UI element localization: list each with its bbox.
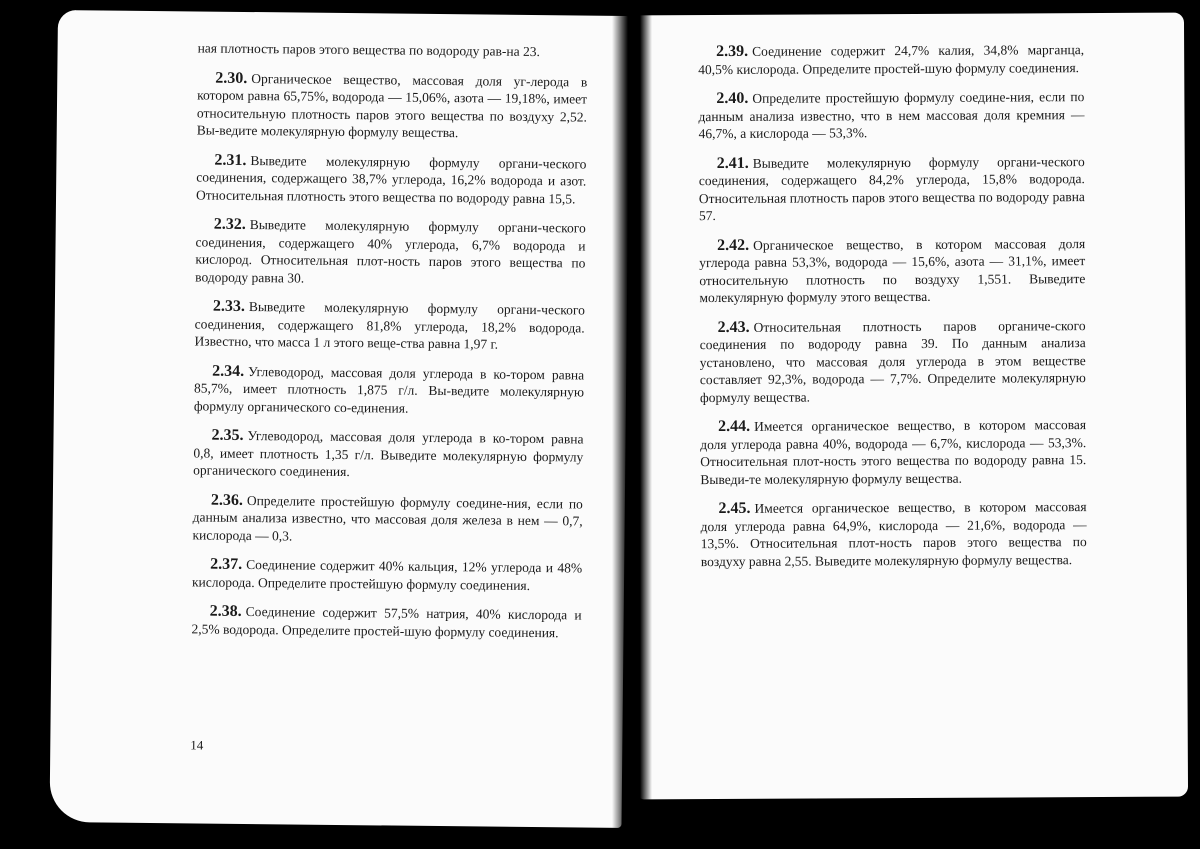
problem-number: 2.30. <box>215 69 248 87</box>
problem-2-30 <box>197 69 588 143</box>
problem-2-42 <box>699 235 1085 307</box>
problem-text: Соединение содержит 57,5% натрия, 40% кислорода и 2,5% водорода. Определите простей-шую формулу соединения. <box>191 603 582 640</box>
right-column <box>698 41 1087 582</box>
problem-number: 2.44. <box>718 417 751 436</box>
problem-text: Углеводород, массовая доля углерода в ко-тором равна 0,8, имеет плотность 1,35 г/л. Выведите молекулярную формулу органического соединения. <box>193 428 584 480</box>
problem-text: Соединение содержит 24,7% калия, 34,8% марганца, 40,5% кислорода. Определите простей-шую формулу соединения. <box>698 42 1085 77</box>
problem-2-32 <box>195 215 586 289</box>
problem-text: Определите простейшую формулу соедине-ния, если по данным анализа известно, что в нем массовая доля кремния — 46,7%, а кислорода — 53,3%. <box>698 89 1085 142</box>
problem-2-44 <box>700 416 1086 488</box>
problem-number: 2.40. <box>716 89 749 108</box>
problem-number: 2.42. <box>717 236 750 254</box>
problem-2-38 <box>191 602 581 641</box>
problem-2-31 <box>196 151 587 208</box>
problem-2-45 <box>700 498 1086 570</box>
problem-2-40 <box>698 88 1084 143</box>
problem-2-35 <box>193 426 584 483</box>
problem-number: 2.33. <box>212 297 245 315</box>
problem-text: Соединение содержит 40% кальция, 12% углерода и 48% кислорода. Определите простейшую формулу соединения. <box>191 557 583 593</box>
problem-2-41 <box>699 153 1085 225</box>
problem-text: Органическое вещество, массовая доля уг-лерода в котором равна 65,75%, водорода — 15,06%, азота — 19,18%, имеет относительную плотность паров этого вещества по воздуху 2,52. Вы-ведите молекулярную формулу вещества. <box>196 70 588 141</box>
problem-text: Органическое вещество, в котором массовая доля углерода равна 53,3%, водорода — 15,6%, азота — 31,1%, имеет относительную плотность по воздуху 1,551. Выведите молекулярную формулу этого вещества. <box>699 235 1086 306</box>
problem-text: Выведите молекулярную формулу органи-ческого соединения, содержащего 38,7% углерода, 16,2% водорода и азот. Относительная плотность этого вещества по водороду равна 15,5. <box>195 152 587 206</box>
problem-number: 2.45. <box>718 499 751 518</box>
problem-number: 2.41. <box>716 154 749 172</box>
problem-number: 2.31. <box>214 151 247 169</box>
problem-number: 2.37. <box>210 555 243 573</box>
problem-number: 2.38. <box>209 602 242 620</box>
page-number: 14 <box>190 737 204 753</box>
problem-2-37 <box>192 555 582 594</box>
problem-text: Углеводород, массовая доля углерода в ко-тором равна 85,7%, имеет плотность 1,875 г/л. Вы-ведите молекулярную формулу органического со-единения. <box>193 363 585 416</box>
problem-2-34 <box>194 362 585 419</box>
problem-text: Выведите молекулярную формулу органи-ческого соединения, содержащего 81,8% углерода, 18,2% водорода. Известно, что масса 1 л этого веще-ства равна 1,97 г. <box>194 299 585 352</box>
problem-2-33 <box>194 297 585 354</box>
problem-text: Имеется органическое вещество, в котором массовая доля углерода равна 64,9%, кислорода — 21,6%, водорода — 13,5%. Относительная плот-ность паров этого вещества по воздуху равна 2,55. Выведите молекулярную формулу вещества. <box>700 499 1087 569</box>
problem-number: 2.34. <box>212 362 245 380</box>
continued-text: ная плотность паров этого вещества по водороду рав-на 23. <box>197 40 540 60</box>
left-page <box>49 10 629 828</box>
problem-text: Относительная плотность паров органиче-ского соединения по водороду равна 39. По данным анализа установлено, что массовая доля углерода в этом веществе составляет 92,3%, водорода — 7,7%. Определите молекулярную формулу вещества. <box>699 317 1086 405</box>
problem-number: 2.43. <box>717 318 750 336</box>
problem-number: 2.32. <box>213 215 246 233</box>
problem-number: 2.35. <box>211 426 244 444</box>
problem-2-39 <box>698 41 1084 78</box>
problem-text: Имеется органическое вещество, в котором массовая доля углерода равна 40%, водорода — 6,7%, кислорода — 53,3%. Относительная плот-ность этого вещества по водороду равна 15. Выведи-те молекулярную формулу вещества. <box>700 417 1087 487</box>
problem-number: 2.36. <box>210 491 243 509</box>
problem-text: Определите простейшую формулу соедине-ния, если по данным анализа известно, что массовая доля железа в нем — 0,7, кислорода — 0,3. <box>192 492 583 543</box>
problem-number: 2.39. <box>716 42 749 61</box>
left-column <box>191 39 587 653</box>
problem-text: Выведите молекулярную формулу органи-ческого соединения, содержащего 40% углерода, 6,7% водорода и кислород. Относительная плот-ность паров этого вещества по водороду равна 30. <box>195 217 586 286</box>
problem-text: Выведите молекулярную формулу органи-ческого соединения, содержащего 84,2% углерода, 15,8% водорода. Относительная плотность паров этого вещества по водороду равна 57. <box>698 153 1085 224</box>
problem-2-36 <box>192 491 583 548</box>
right-page <box>634 13 1188 800</box>
problem-2-43 <box>700 317 1086 407</box>
